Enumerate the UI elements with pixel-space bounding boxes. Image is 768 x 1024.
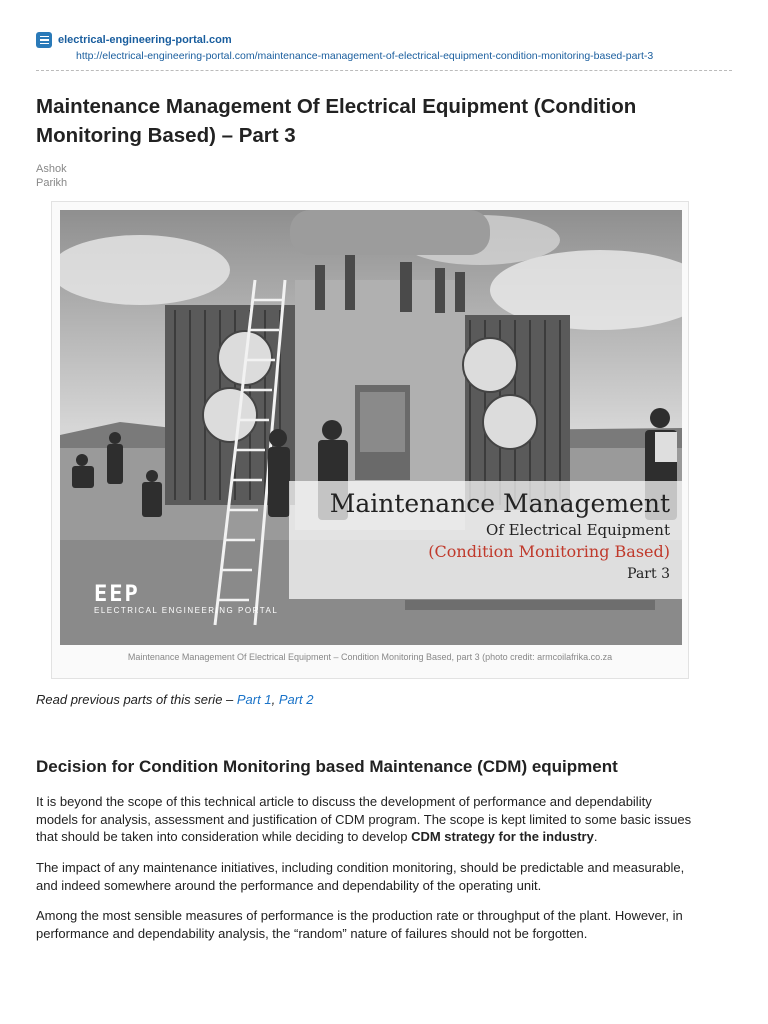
eep-logo-mark: EEP bbox=[94, 582, 140, 607]
part-2-link[interactable]: Part 2 bbox=[278, 692, 314, 707]
overlay-part: Part 3 bbox=[627, 566, 670, 582]
section-heading: Decision for Condition Monitoring based Maintenance (CDM) equipment bbox=[36, 757, 618, 776]
paragraph-1-line-3 bbox=[36, 828, 736, 846]
eep-logo bbox=[94, 584, 278, 615]
paragraph-2 bbox=[36, 859, 736, 894]
read-previous bbox=[36, 692, 314, 707]
paragraph-1-line-3-text: that should be taken into consideration while deciding to develop bbox=[36, 829, 412, 844]
paragraph-1-line-1: It is beyond the scope of this technical article to discuss the development of performance and dependability bbox=[36, 794, 652, 809]
paragraph-2-line-1: The impact of any maintenance initiatives, including condition monitoring, should be predictable and measurable, bbox=[36, 860, 685, 875]
featured-figure bbox=[51, 201, 689, 679]
paragraph-3-line-2: performance and dependability analysis, the “random” nature of failures should not be forgotten. bbox=[36, 925, 588, 941]
figure-caption: Maintenance Management Of Electrical Equipment – Condition Monitoring Based, part 3 (photo credit: armcoilafrika.co.za bbox=[127, 652, 613, 662]
site-header bbox=[36, 32, 732, 62]
author-first-name: Ashok bbox=[36, 163, 67, 175]
paragraph-1-line-2: models for analysis, assessment and justification of CDM program. The scope is kept limited to some basic issues bbox=[36, 811, 692, 827]
eep-logo-text: ELECTRICAL ENGINEERING PORTAL bbox=[94, 606, 279, 615]
header-divider bbox=[36, 70, 732, 71]
site-row bbox=[36, 32, 732, 48]
paragraph-2-line-2: and indeed somewhere around the performance and dependability of the operating unit. bbox=[36, 877, 542, 893]
article-title: Maintenance Management Of Electrical Equipment (Condition Monitoring Based) – Part 3 bbox=[36, 95, 637, 147]
part-1-link[interactable]: Part 1 bbox=[236, 692, 272, 707]
author-last-name: Parikh bbox=[36, 177, 68, 189]
overlay-title: Maintenance Management bbox=[329, 489, 670, 518]
document-icon bbox=[36, 32, 52, 48]
site-name-link[interactable]: electrical-engineering-portal.com bbox=[58, 34, 232, 46]
paragraph-1 bbox=[36, 793, 736, 846]
paragraph-3 bbox=[36, 907, 736, 942]
cdm-strategy-emphasis: CDM strategy for the industry bbox=[411, 829, 594, 844]
featured-photo[interactable] bbox=[60, 210, 682, 645]
author bbox=[36, 162, 67, 190]
paragraph-3-line-1: Among the most sensible measures of performance is the production rate or throughput of the plant. However, in bbox=[36, 908, 683, 923]
paragraph-1-period: . bbox=[593, 829, 598, 844]
link-separator: , bbox=[271, 692, 279, 707]
photo-title-overlay bbox=[289, 481, 682, 599]
page-url-link[interactable]: http://electrical-engineering-portal.com/maintenance-management-of-electrical-equipment-condition-monitoring-based-part-3 bbox=[76, 50, 654, 62]
read-previous-prefix: Read previous parts of this serie – bbox=[36, 692, 237, 707]
overlay-highlight: (Condition Monitoring Based) bbox=[428, 542, 670, 561]
overlay-subtitle: Of Electrical Equipment bbox=[486, 521, 670, 539]
